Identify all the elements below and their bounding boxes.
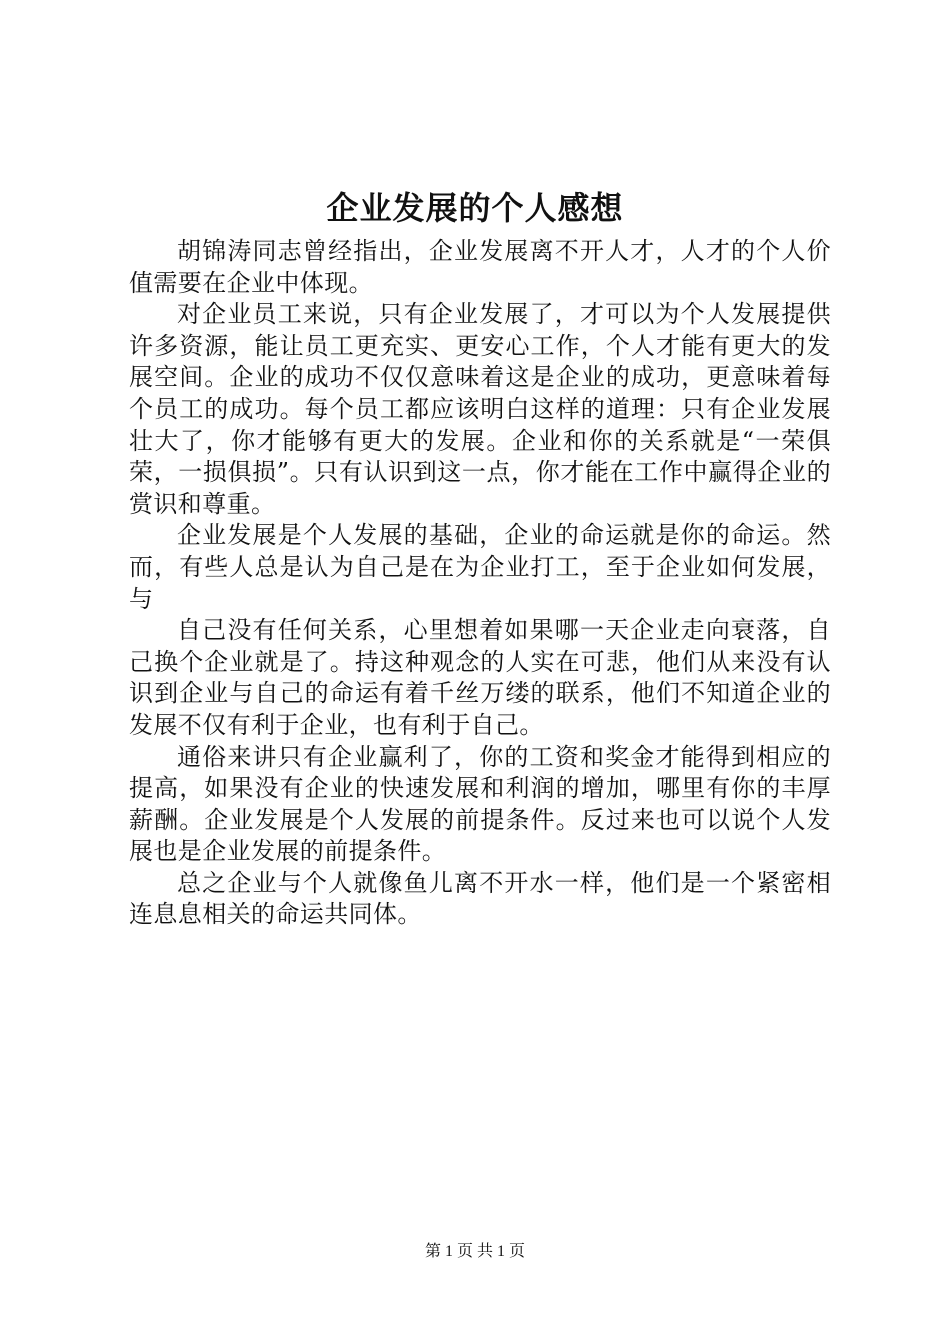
paragraph-3: 企业发展是个人发展的基础，企业的命运就是你的命运。然而，有些人总是认为自己是在为企业打工，至于企业如何发展，与 bbox=[129, 521, 831, 613]
page-footer: 第 1 页 共 1 页 bbox=[424, 1243, 525, 1260]
document-body bbox=[129, 236, 831, 931]
paragraph-6: 总之企业与个人就像鱼儿离不开水一样，他们是一个紧密相连息息相关的命运共同体。 bbox=[129, 868, 831, 929]
paragraph-5: 通俗来讲只有企业赢利了，你的工资和奖金才能得到相应的提高，如果没有企业的快速发展和利润的增加，哪里有你的丰厚薪酬。企业发展是个人发展的前提条件。反过来也可以说个人发展也是企业发展的前提条件。 bbox=[129, 742, 831, 866]
paragraph-1: 胡锦涛同志曾经指出，企业发展离不开人才，人才的个人价值需要在企业中体现。 bbox=[129, 237, 831, 297]
paragraph-2: 对企业员工来说，只有企业发展了，才可以为个人发展提供许多资源，能让员工更充实、更安心工作，个人才能有更大的发展空间。企业的成功不仅仅意味着这是企业的成功，更意味着每个员工的成功。每个员工都应该明白这样的道理：只有企业发展壮大了，你才能够有更大的发展。企业和你的关系就是“一荣俱荣，一损俱损”。只有认识到这一点，你才能在工作中赢得企业的赏识和尊重。 bbox=[129, 300, 831, 518]
paragraph-4: 自己没有任何关系，心里想着如果哪一天企业走向衰落，自己换个企业就是了。持这种观念的人实在可悲，他们从来没有认识到企业与自己的命运有着千丝万缕的联系，他们不知道企业的发展不仅有利于企业，也有利于自己。 bbox=[129, 616, 831, 739]
document-title: 企业发展的个人感想 bbox=[326, 189, 624, 227]
